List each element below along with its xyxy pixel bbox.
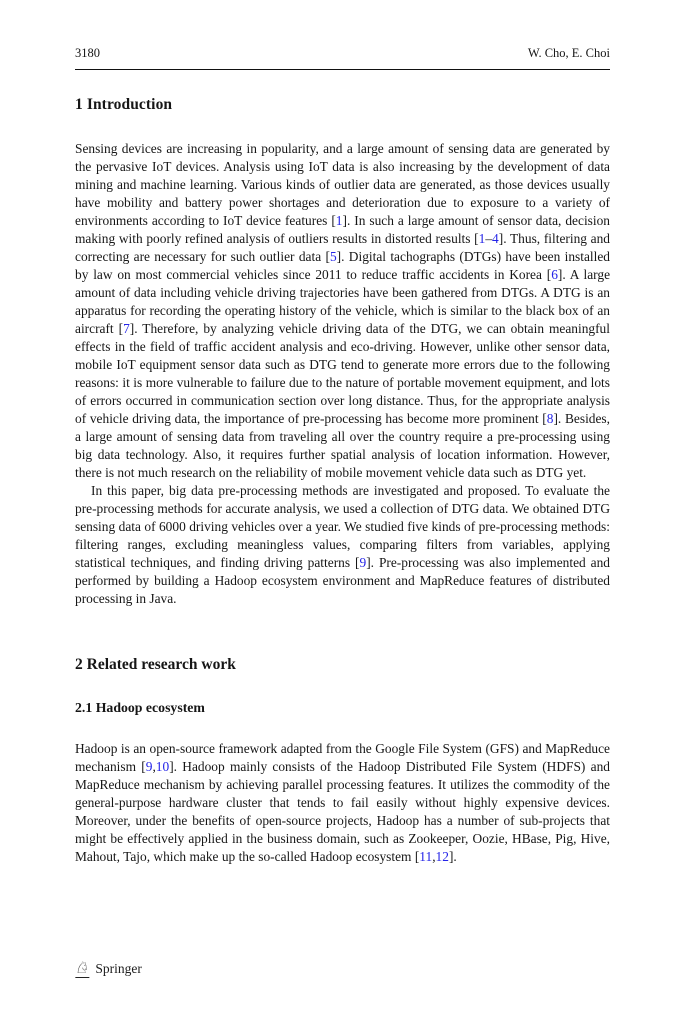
citation-link[interactable]: 10 [155,759,170,774]
citation-link[interactable]: 8 [546,411,554,426]
citation-link[interactable]: 11 [419,849,433,864]
citation-link[interactable]: 1 [335,213,343,228]
subsection-heading-hadoop-ecosystem: 2.1 Hadoop ecosystem [75,700,205,715]
citation-link[interactable]: 5 [329,249,337,264]
springer-horse-icon: ♘ [75,958,90,977]
citation-link[interactable]: 1 [478,231,486,246]
hadoop-paragraph-1: Hadoop is an open-source framework adapted from the Google File System (GFS) and MapReduce mechanism [9,10]. Hadoop mainly consists of the Hadoop Distributed File System (HDFS) and MapReduce mechanism by achieving parallel processing features. It utilizes the commodity of the general-purpose hardware cluster that tends to fail easily without highly expensive devices. Moreover, under the benefits of open-source projects, Hadoop has a number of sub-projects that might be effectively applied in the business domain, such as Zookeeper, Oozie, HBase, Pig, Hive, Mahout, Tajo, which make up the so-called Hadoop ecosystem [11,12]. [75,741,610,864]
citation-link[interactable]: 12 [435,849,449,864]
citation-link[interactable]: 9 [359,555,367,570]
publisher-name: Springer [95,961,142,976]
section-heading-related-work: 2 Related research work [75,656,236,673]
page-number: 3180 [75,46,100,60]
intro-paragraph-1: Sensing devices are increasing in popularity, and a large amount of sensing data are generated by the pervasive IoT devices. Analysis using IoT data is also increasing by the development of data mining and machine learning. Various kinds of outlier data are generated, as those devices usually have mobility and battery power shortages and deterioration due to exposure to a variety of environments according to IoT device features [1]. In such a large amount of sensor data, decision making with poorly refined analysis of outliers results in distorted results [1–4]. Thus, filtering and correcting are necessary for such outlier data [5]. Digital tachographs (DTGs) have been installed by law on most commercial vehicles since 2011 to reduce traffic accidents in Korea [6]. A large amount of data including vehicle driving trajectories have been gathered from DTGs. A DTG is an apparatus for recording the operating history of the vehicle, which is similar to the black box of an aircraft [7]. Therefore, by analyzing vehicle driving data of the DTG, we can obtain meaningful effects in the field of traffic accident analysis and eco-driving. However, unlike other sensor data, mobile IoT equipment sensor data such as DTG tend to generate more errors due to the following reasons: it is more vulnerable to failure due to the nature of portable movement equipment, and lots of errors occurred in communication section over long distance. Thus, for the appropriate analysis of vehicle driving data, the importance of pre-processing has become more prominent [8]. Besides, a large amount of sensing data from traveling all over the country require a pre-processing using big data technology. Also, it requires further spatial analysis of location information. However, there is not much research on the reliability of mobile movement vehicle data such as DTG yet. [75,141,611,480]
intro-paragraph-2: In this paper, big data pre-processing methods are investigated and proposed. To evaluate the pre-processing methods for accurate analysis, we used a collection of DTG data. We obtained DTG sensing data of 6000 driving vehicles over a year. We studied five kinds of pre-processing methods: filtering ranges, excluding meaningless values, comparing filters from variables, applying statistical techniques, and finding driving patterns [9]. Pre-processing was also implemented and performed by building a Hadoop ecosystem environment and MapReduce features of distributed processing in Java. [75,483,610,606]
citation-link[interactable]: 6 [551,267,558,282]
citation-link[interactable]: 9 [145,759,153,774]
running-head [75,46,610,70]
running-head-authors: W. Cho, E. Choi [527,46,610,60]
publisher-footer [75,960,142,978]
citation-link[interactable]: 4 [492,231,499,246]
section-heading-introduction: 1 Introduction [75,96,173,113]
citation-link[interactable]: 7 [123,321,130,336]
